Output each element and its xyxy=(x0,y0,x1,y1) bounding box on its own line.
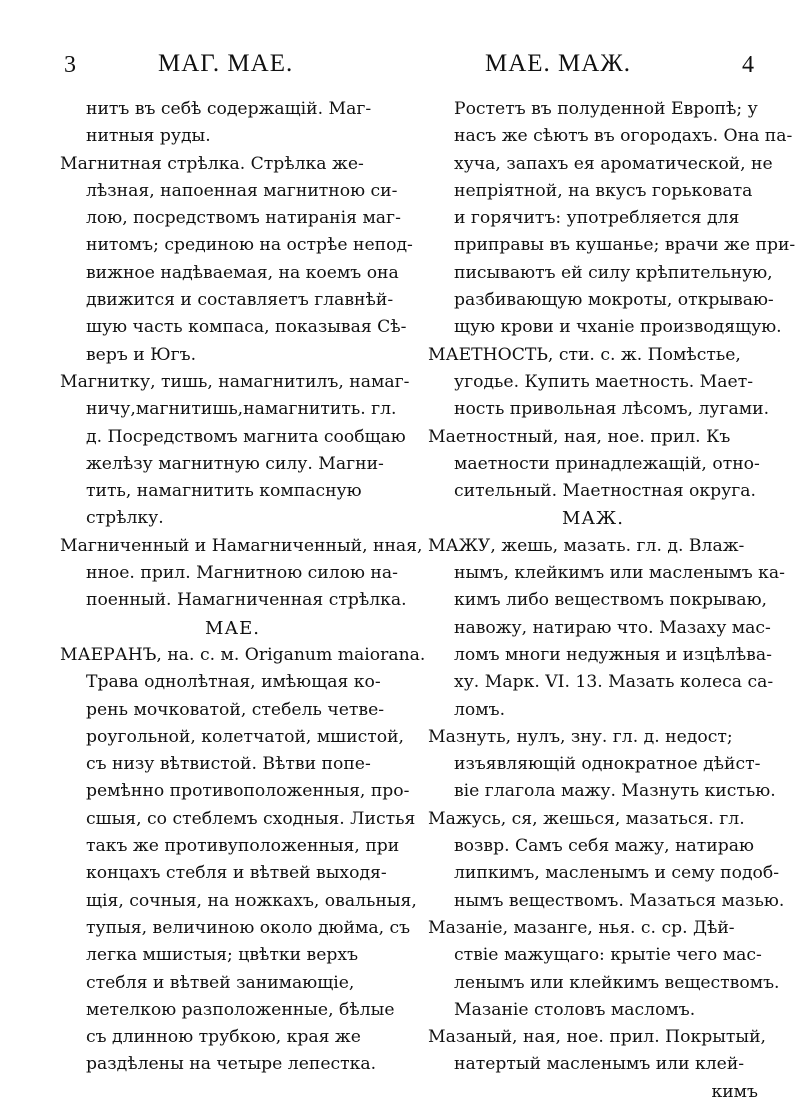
text-line: непріятной, на вкусъ горьковата xyxy=(454,180,753,201)
text-line: съ длинною трубкою, края же xyxy=(86,1027,361,1048)
right-column xyxy=(428,96,796,1106)
text-line: Ростетъ въ полуденной Европѣ; у xyxy=(454,99,758,119)
text-line: Маетностный, ная, ное. прил. Къ xyxy=(428,426,731,447)
text-line: веръ и Югъ. xyxy=(86,344,197,365)
text-line: сшыя, со стеблемъ сходныя. Листья xyxy=(86,808,416,829)
section-heading: МАЕ. xyxy=(205,617,260,639)
text-line: ху. Марк. VI. 13. Мазать колеса са- xyxy=(454,672,774,693)
text-line: ленымъ или клейкимъ веществомъ. xyxy=(454,972,780,993)
text-line: кимъ либо веществомъ покрываю, xyxy=(454,590,768,611)
text-line: МАЕТНОСТЬ, сти. с. ж. Помѣстье, xyxy=(428,344,741,365)
text-line: Мажусь, ся, жешься, мазаться. гл. xyxy=(428,808,745,829)
right-page-number: 4 xyxy=(742,52,754,78)
text-line: МАЖУ, жешь, мазать. гл. д. Влаж- xyxy=(428,535,745,556)
text-line: лою, посредствомъ натиранія маг- xyxy=(86,208,401,229)
text-line: МАЕРАНЪ, на. с. м. Origanum maiorana. xyxy=(60,644,426,665)
text-line: движится и составляетъ главнѣй- xyxy=(86,290,394,311)
text-line: легка мшистыя; цвѣтки верхъ xyxy=(86,945,359,966)
text-line: хуча, запахъ ея ароматической, не xyxy=(454,153,773,174)
text-line: рень мочковатой, стебель четве- xyxy=(86,699,385,720)
text-line: нное. прил. Магнитною силою на- xyxy=(86,563,398,584)
section-heading: МАЖ. xyxy=(561,508,624,530)
text-line: ничу,магнитишь,намагнитить. гл. xyxy=(86,399,397,420)
text-line: метелкою разположенные, бѣлые xyxy=(86,999,395,1020)
text-line: тупыя, величиною около дюйма, съ xyxy=(86,917,411,938)
text-line: кимъ xyxy=(711,1081,758,1102)
text-line: Магнитная стрѣлка. Стрѣлка же- xyxy=(60,153,364,174)
text-line: желѣзу магнитную силу. Магни- xyxy=(86,453,384,474)
text-line: вижное надѣваемая, на коемъ она xyxy=(86,262,399,283)
text-line: шую часть компаса, показывая Сѣ- xyxy=(86,317,407,338)
text-line: навожу, натираю что. Мазаху мас- xyxy=(454,617,771,638)
text-line: и горячитъ: употребляется для xyxy=(454,208,740,229)
text-line: изъявляющій однократное дѣйст- xyxy=(454,754,761,775)
text-line: липкимъ, масленымъ и сему подоб- xyxy=(454,863,780,884)
text-line: Магнитку, тишь, намагнитилъ, намаг- xyxy=(60,371,410,392)
text-line: такъ же противуположенныя, при xyxy=(86,836,400,857)
text-line: д. Посредствомъ магнита сообщаю xyxy=(86,426,406,447)
text-line: стрѣлку. xyxy=(86,508,164,529)
text-line: віе глагола мажу. Мазнуть кистью. xyxy=(454,781,776,802)
text-line: разбивающую мокроты, открываю- xyxy=(454,290,774,311)
text-line: ломъ. xyxy=(454,699,506,720)
left-column xyxy=(60,96,426,1079)
text-line: щія, сочныя, на ножкахъ, овальныя, xyxy=(86,890,417,911)
text-line: писываютъ ей силу крѣпительную, xyxy=(454,262,773,283)
left-page-number: 3 xyxy=(64,52,76,78)
text-line: нымъ, клейкимъ или масленымъ ка- xyxy=(454,563,785,584)
text-line: угодье. Купить маетность. Мает- xyxy=(454,371,754,392)
text-line: концахъ стебля и вѣтвей выходя- xyxy=(86,863,387,884)
text-line: Мазнуть, нулъ, зну. гл. д. недост; xyxy=(428,726,733,747)
text-line: возвр. Самъ себя мажу, натираю xyxy=(454,836,754,857)
text-line: ломъ многи недужныя и изцѣлѣва- xyxy=(454,644,772,665)
text-line: поенный. Намагниченная стрѣлка. xyxy=(86,590,407,611)
text-line: ность привольная лѣсомъ, лугами. xyxy=(454,399,770,420)
text-line: стебля и вѣтвей занимающіе, xyxy=(86,972,355,993)
text-line: Трава однолѣтная, имѣющая ко- xyxy=(86,672,381,693)
text-line: сительный. Маетностная округа. xyxy=(454,481,756,502)
text-line: нитныя руды. xyxy=(86,126,211,147)
text-line: насъ же сѣютъ въ огородахъ. Она па- xyxy=(454,126,793,147)
text-line: Мазаный, ная, ное. прил. Покрытый, xyxy=(428,1027,766,1048)
text-line: Мазаніе, мазанге, нья. с. ср. Дѣй- xyxy=(428,917,735,938)
text-line: нитъ въ себѣ содержащій. Маг- xyxy=(86,99,372,119)
left-running-header: МАГ. МАЕ. xyxy=(158,50,294,77)
text-line: съ низу вѣтвистой. Вѣтви попе- xyxy=(86,754,371,775)
text-line: ствіе мажущаго: крытіе чего мас- xyxy=(454,945,762,966)
text-line: натертый масленымъ или клей- xyxy=(454,1054,745,1075)
text-line: нымъ веществомъ. Мазаться мазью. xyxy=(454,890,785,911)
text-line: ремѣнно противоположенныя, про- xyxy=(86,781,410,802)
text-line: роугольной, колетчатой, мшистой, xyxy=(86,726,405,747)
text-line: приправы въ кушанье; врачи же при- xyxy=(454,235,796,256)
text-line: раздѣлены на четыре лепестка. xyxy=(86,1054,377,1075)
right-running-header: МАЕ. МАЖ. xyxy=(485,50,631,77)
text-line: тить, намагнитить компасную xyxy=(86,481,362,502)
text-line: Мазаніе столовъ масломъ. xyxy=(454,999,696,1020)
text-line: нитомъ; срединою на острѣе непод- xyxy=(86,235,413,256)
text-line: Магниченный и Намагниченный, нная, xyxy=(60,535,423,556)
text-line: маетности принадлежащій, отно- xyxy=(454,453,760,474)
text-line: щую крови и чханіе производящую. xyxy=(454,317,782,338)
text-line: лѣзная, напоенная магнитною си- xyxy=(86,180,398,201)
